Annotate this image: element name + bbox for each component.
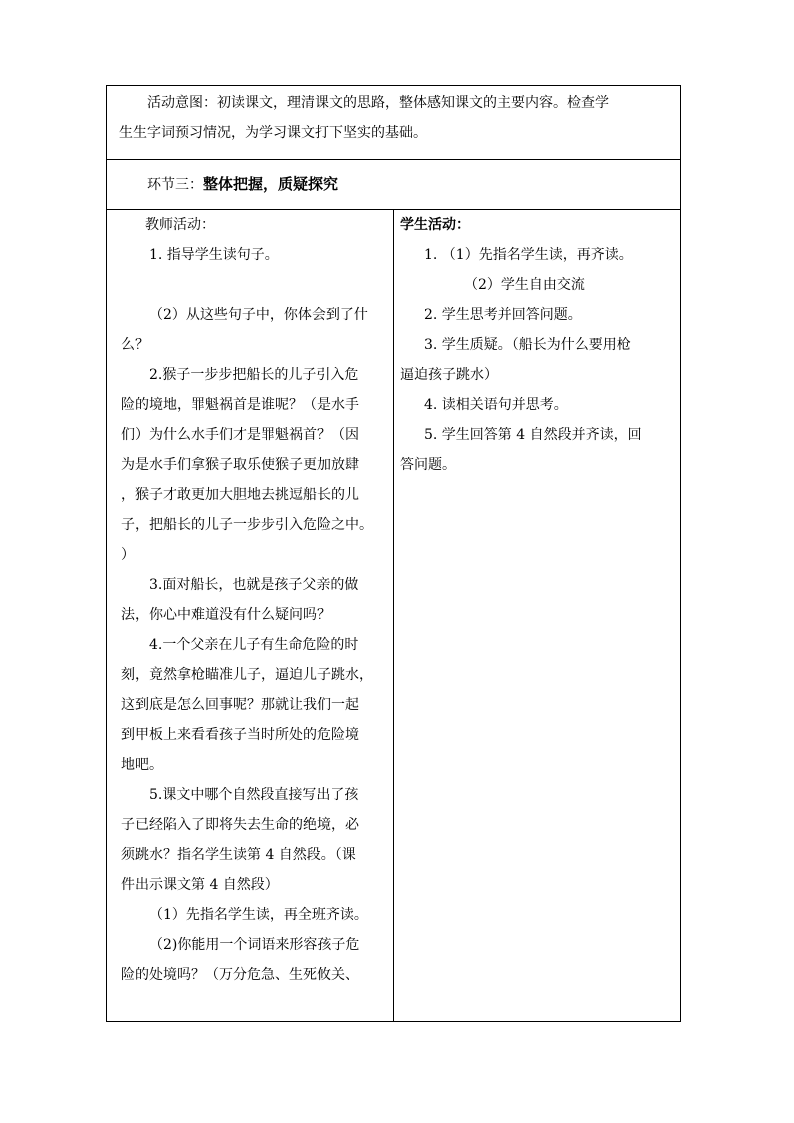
- section-heading: [107, 160, 680, 209]
- teacher-line: （1）先指名学生读，再全班齐读。: [149, 907, 368, 923]
- student-line: 4. 读相关语句并思考。: [424, 397, 568, 413]
- student-line: 5. 学生回答第 4 自然段并齐读，回: [424, 427, 642, 443]
- student-line: 1. （1）先指名学生读，再齐读。: [424, 247, 633, 263]
- teacher-line: 子，把船长的儿子一步步引入危险之中。: [121, 517, 373, 533]
- teacher-line: 件出示课文第 4 自然段）: [121, 877, 279, 893]
- teacher-line: 4.一个父亲在儿子有生命危险的时: [149, 637, 359, 653]
- student-line: （2）学生自由交流: [464, 277, 585, 293]
- teacher-activity-cell: [107, 210, 394, 1022]
- teacher-line: 险的境地，罪魁祸首是谁呢？（是水手: [121, 397, 359, 413]
- teacher-line: 们）为什么水手们才是罪魁祸首？（因: [121, 427, 359, 443]
- student-line: 2. 学生思考并回答问题。: [424, 307, 582, 323]
- teacher-line: 3.面对船长，也就是孩子父亲的做: [149, 577, 359, 593]
- teacher-line: 地吧。: [121, 757, 163, 773]
- section-header-row: [107, 160, 681, 210]
- teacher-line: 1. 指导学生读句子。: [149, 247, 279, 263]
- activity-intent-line: 生生字词预习情况，为学习课文打下坚实的基础。: [119, 125, 427, 141]
- teacher-line: 2.猴子一步步把船长的儿子引入危: [149, 367, 359, 383]
- activity-intent-line: 活动意图：初读课文，理清课文的思路，整体感知课文的主要内容。检查学: [147, 95, 609, 111]
- teacher-line: 险的处境吗？（万分危急、生死攸关、: [121, 967, 359, 983]
- teacher-line: 这到底是怎么回事呢？那就让我们一起: [121, 697, 359, 713]
- student-line: 3. 学生质疑。（船长为什么要用枪: [424, 337, 631, 353]
- activity-intent-cell: [107, 86, 681, 160]
- teacher-line: 么？: [121, 337, 149, 353]
- student-line: 逼迫孩子跳水）: [400, 367, 498, 383]
- section-header-cell: [107, 160, 681, 210]
- teacher-line: 为是水手们拿猴子取乐使猴子更加放肆: [121, 457, 359, 473]
- student-activity-cell: [394, 210, 681, 1022]
- activities-row: [107, 210, 681, 1022]
- teacher-line: （2）从这些句子中，你体会到了什: [149, 307, 368, 323]
- blank-line: [121, 270, 385, 300]
- lesson-plan-table: [106, 85, 681, 1022]
- teacher-line: 到甲板上来看看孩子当时所处的危险境: [121, 727, 359, 743]
- teacher-activity-header: 教师活动：: [145, 217, 215, 233]
- teacher-line: 子已经陷入了即将失去生命的绝境，必: [121, 817, 359, 833]
- student-activity-header: 学生活动：: [400, 217, 470, 233]
- student-line: 答问题。: [400, 457, 456, 473]
- teacher-line: （2)你能用一个词语来形容孩子危: [149, 937, 360, 953]
- teacher-line: 刻，竟然拿枪瞄准儿子，逼迫儿子跳水，: [121, 667, 373, 683]
- teacher-line: ）: [121, 547, 135, 563]
- section-prefix: 环节三：: [147, 177, 203, 193]
- activity-intent-row: [107, 86, 681, 160]
- section-title: 整体把握，质疑探究: [203, 175, 339, 193]
- teacher-line: 须跳水？指名学生读第 4 自然段。（课: [121, 847, 356, 863]
- teacher-line: 法，你心中难道没有什么疑问吗？: [121, 607, 331, 623]
- teacher-line: 5.课文中哪个自然段直接写出了孩: [149, 787, 359, 803]
- teacher-line: ，猴子才敢更加大胆地去挑逗船长的儿: [121, 487, 359, 503]
